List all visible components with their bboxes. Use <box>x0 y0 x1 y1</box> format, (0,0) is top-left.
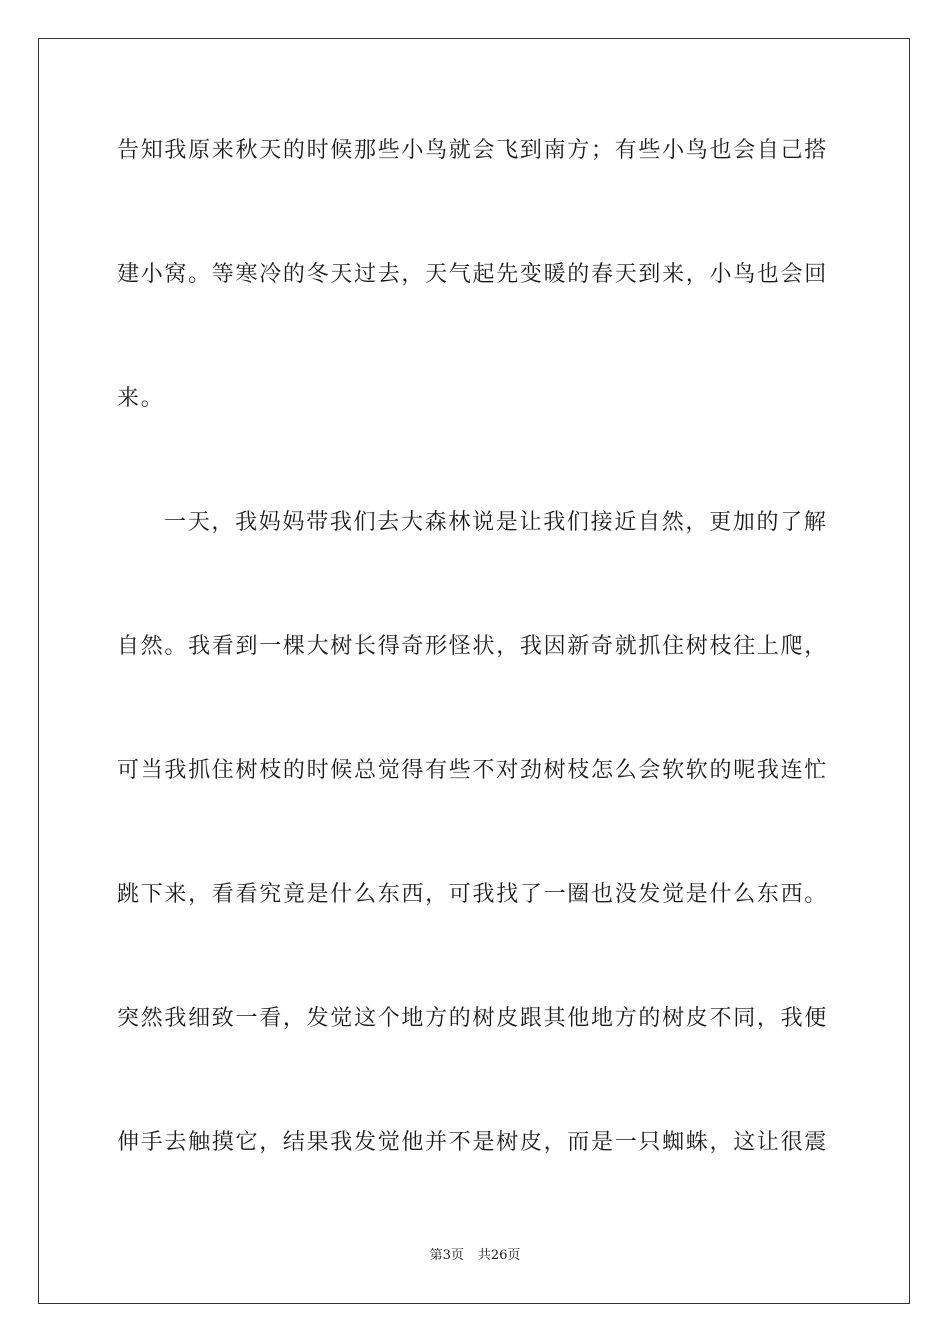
text-line: 建小窝。等寒冷的冬天过去，天气起先变暖的春天到来，小鸟也会回 <box>117 262 829 287</box>
page-footer <box>0 1246 950 1266</box>
text-line: 跳下来，看看究竟是什么东西，可我找了一圈也没发觉是什么东西。 <box>117 882 829 907</box>
text-line: 伸手去触摸它，结果我发觉他并不是树皮，而是一只蜘蛛，这让很震 <box>117 1130 829 1155</box>
text-line: 突然我细致一看，发觉这个地方的树皮跟其他地方的树皮不同，我便 <box>117 1006 829 1031</box>
text-line: 告知我原来秋天的时候那些小鸟就会飞到南方；有些小鸟也会自己搭 <box>117 138 829 163</box>
page-number: 第3页 <box>429 1248 464 1263</box>
text-line: 自然。我看到一棵大树长得奇形怪状，我因新奇就抓住树枝往上爬， <box>117 634 829 659</box>
text-line: 可当我抓住树枝的时候总觉得有些不对劲树枝怎么会软软的呢我连忙 <box>117 758 829 783</box>
page-total: 共26页 <box>477 1248 521 1263</box>
page-border <box>38 38 910 1304</box>
paragraph-first-line: 一天，我妈妈带我们去大森林说是让我们接近自然，更加的了解 <box>164 510 828 535</box>
text-line: 来。 <box>117 386 165 411</box>
